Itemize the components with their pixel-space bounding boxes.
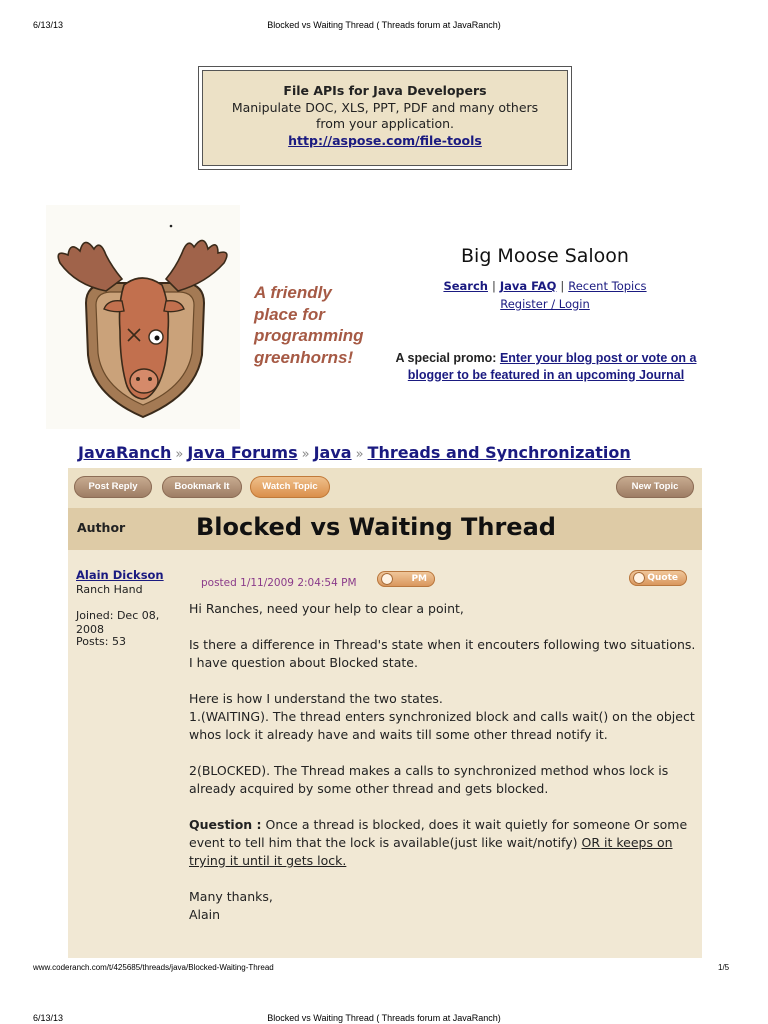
post-paragraph: 2(BLOCKED). The Thread makes a calls to synchronized method whos lock is already acquired by some other thread and gets blocked. bbox=[189, 763, 669, 796]
breadcrumb-java-forums[interactable]: Java Forums bbox=[187, 443, 298, 462]
tagline-line: programming bbox=[254, 326, 364, 345]
post-paragraph: Is there a difference in Thread's state when it encouters following two situations. I have question about Blocked state. bbox=[189, 637, 696, 670]
tagline-line: A friendly bbox=[254, 283, 332, 302]
print-date-page-2: 6/13/13 bbox=[33, 1013, 64, 1023]
quote-button[interactable] bbox=[629, 570, 687, 586]
pm-label: PM bbox=[411, 574, 427, 584]
post-author-link[interactable]: Alain Dickson bbox=[76, 568, 164, 582]
watch-topic-button[interactable]: Watch Topic bbox=[250, 476, 330, 498]
question-underlined: OR it keeps on trying it until it gets lock. bbox=[189, 835, 673, 868]
post-timestamp: posted 1/11/2009 2:04:54 PM bbox=[201, 577, 357, 589]
nav-java-faq-link[interactable]: Java FAQ bbox=[499, 279, 557, 293]
pm-button[interactable] bbox=[377, 571, 435, 587]
post-signoff: Many thanks, bbox=[189, 889, 273, 904]
author-column-header: Author bbox=[77, 520, 126, 535]
ad-link[interactable]: http://aspose.com/file-tools bbox=[288, 132, 482, 148]
footer-url: www.coderanch.com/t/425685/threads/java/Blocked-Waiting-Thread bbox=[33, 963, 274, 972]
thread-title-row bbox=[68, 508, 702, 550]
promo-link[interactable]: Enter your blog post or vote on a blogger to be featured in an upcoming Journal bbox=[407, 351, 697, 382]
breadcrumb-threads[interactable]: Threads and Synchronization bbox=[367, 443, 631, 462]
post-author-joined: Joined: Dec 08, 2008 bbox=[76, 609, 160, 636]
nav-register-login-link[interactable]: Register / Login bbox=[500, 297, 590, 311]
print-title: Blocked vs Waiting Thread ( Threads forum at JavaRanch) bbox=[267, 20, 501, 30]
moose-head-plaque-icon bbox=[46, 205, 240, 429]
promo bbox=[380, 350, 712, 383]
ad-content bbox=[202, 70, 568, 166]
nav-recent-topics-link[interactable]: Recent Topics bbox=[568, 279, 647, 293]
print-title-page-2: Blocked vs Waiting Thread ( Threads forum at JavaRanch) bbox=[267, 1013, 501, 1023]
post-paragraph: 1.(WAITING). The thread enters synchronized block and calls wait() on the object whos lock it already have and waits till some other thread notify it. bbox=[189, 709, 695, 742]
tagline-line: greenhorns! bbox=[254, 347, 354, 367]
ad-banner bbox=[198, 66, 572, 170]
bookmark-it-button[interactable]: Bookmark It bbox=[162, 476, 242, 498]
site-tagline bbox=[254, 282, 394, 368]
ad-title: File APIs for Java Developers bbox=[283, 83, 487, 98]
nav-search-link[interactable]: Search bbox=[443, 279, 488, 293]
thread-toolbar bbox=[68, 468, 702, 508]
question-text: Once a thread is blocked, does it wait quietly for someone Or some event to tell him that the lock is available(just like wait/notify) bbox=[189, 817, 688, 850]
site-nav: Search | Java FAQ | Recent Topics Register / Login bbox=[443, 279, 647, 311]
post-paragraph: Hi Ranches, need your help to clear a point, bbox=[189, 601, 464, 616]
tagline-line: place for bbox=[254, 304, 325, 324]
site-logo[interactable] bbox=[46, 205, 240, 429]
post-signature: Alain bbox=[189, 907, 221, 922]
thread-title: Blocked vs Waiting Thread bbox=[196, 513, 556, 541]
post-paragraph: Here is how I understand the two states. bbox=[189, 691, 443, 706]
question-label: Question : bbox=[189, 817, 262, 832]
quote-label: Quote bbox=[647, 573, 678, 583]
ad-line-1: Manipulate DOC, XLS, PPT, PDF and many others bbox=[231, 99, 539, 115]
post-reply-button[interactable]: Post Reply bbox=[74, 476, 152, 498]
site-title: Big Moose Saloon bbox=[461, 245, 629, 267]
print-date: 6/13/13 bbox=[33, 20, 64, 30]
new-topic-button[interactable]: New Topic bbox=[616, 476, 694, 498]
post bbox=[68, 550, 702, 958]
breadcrumb-java[interactable]: Java bbox=[313, 443, 352, 462]
pm-icon bbox=[381, 573, 393, 585]
post-author-rank: Ranch Hand bbox=[76, 583, 143, 596]
breadcrumb: JavaRanch » Java Forums » Java » Threads and Synchronization bbox=[78, 443, 631, 462]
footer-page-number: 1/5 bbox=[718, 963, 730, 972]
post-author-posts: Posts: 53 bbox=[76, 635, 126, 648]
promo-label: A special promo: bbox=[395, 351, 497, 365]
quote-icon bbox=[633, 572, 645, 584]
post-question bbox=[189, 816, 699, 870]
ad-line-2: from your application. bbox=[315, 116, 455, 131]
breadcrumb-javaranch[interactable]: JavaRanch bbox=[78, 443, 172, 462]
